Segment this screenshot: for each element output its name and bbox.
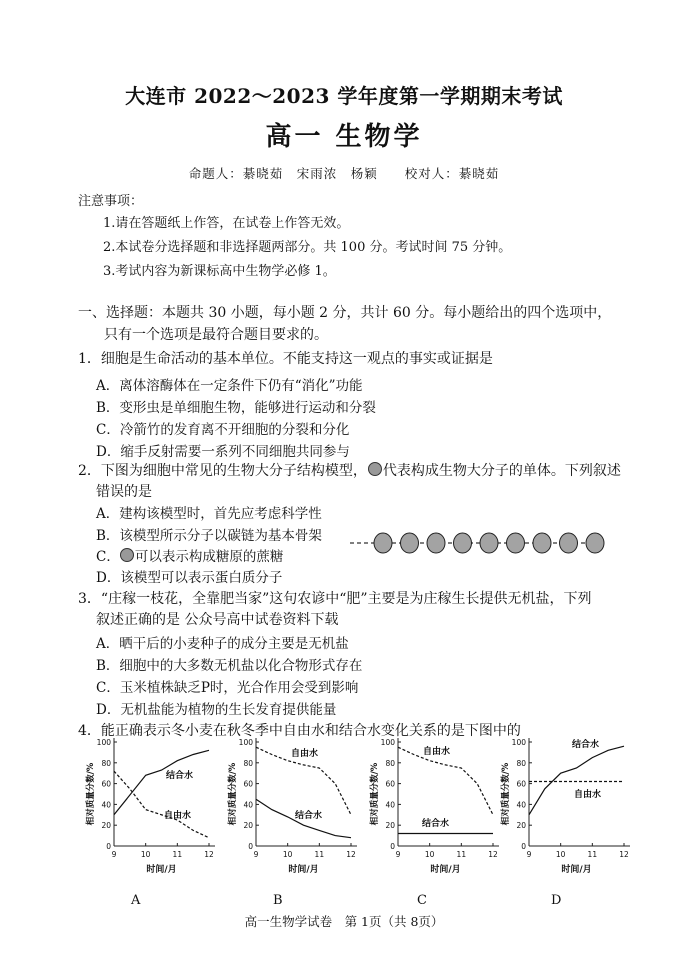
chart-label-b: B (273, 893, 283, 908)
x-tick-label: 9 (111, 850, 117, 859)
section-heading: 一、选择题：本题共 30 小题，每小题 2 分，共计 60 分。每小题给出的四个选项中， (78, 305, 612, 321)
series-label: 自由水 (423, 747, 451, 757)
q2-stem-line2: 错误的是 (96, 484, 152, 500)
x-tick-label: 11 (314, 850, 325, 859)
monomer-icon (120, 548, 134, 562)
y-tick-label: 40 (516, 800, 526, 810)
section-heading-cont: 只有一个选项是最符合题目要求的。 (104, 327, 328, 343)
series-label: 自由水 (574, 790, 602, 800)
monomer-bead (480, 533, 498, 553)
series-label: 自由水 (291, 749, 319, 759)
x-tick-label: 11 (456, 850, 467, 859)
chart-label-a: A (131, 893, 141, 908)
y-tick-label: 0 (390, 842, 395, 851)
exam-title: 大连市 2022～2023 学年度第一学期期末考试 (125, 84, 563, 108)
series-label: 结合水 (572, 740, 600, 750)
x-axis-label: 时间/月 (561, 865, 592, 875)
authors-line: 命题人：綦晓茹 宋雨浓 杨颖 校对人：綦晓茹 (188, 166, 500, 181)
x-axis-label: 时间/月 (146, 865, 177, 875)
series-line (398, 747, 493, 815)
q3-option-a: A．晒干后的小麦种子的成分主要是无机盐 (96, 636, 349, 652)
monomer-bead (454, 533, 472, 553)
q2-option-c-prefix: C． (96, 549, 120, 565)
q2-option-b: B．该模型所示分子以碳链为基本骨架 (96, 528, 322, 544)
series-line (529, 746, 624, 815)
series-line (114, 750, 209, 815)
x-tick-label: 10 (424, 850, 435, 859)
monomer-bead (586, 533, 604, 553)
x-tick-label: 9 (526, 850, 532, 859)
q2-option-c (96, 545, 283, 565)
chart-panel-c (369, 738, 499, 875)
page-footer: 高一生物学试卷 第 1页（共 8页） (244, 914, 444, 929)
y-tick-label: 80 (243, 758, 253, 768)
q3-option-d: D．无机盐能为植物的生长发育提供能量 (96, 702, 337, 718)
chart-label-c: C (417, 893, 427, 908)
y-tick-label: 40 (243, 800, 253, 810)
series-label: 自由水 (164, 811, 192, 821)
y-tick-label: 100 (380, 738, 395, 747)
q3-stem-line2: 叙述正确的是 公众号高中试卷资料下载 (96, 612, 339, 628)
x-tick-label: 10 (282, 850, 293, 859)
y-tick-label: 100 (511, 738, 526, 747)
x-axis-label: 时间/月 (430, 865, 461, 875)
question-4-stem: 4．能正确表示冬小麦在秋冬季中自由水和结合水变化关系的是下图中的 (78, 723, 521, 739)
y-tick-label: 60 (385, 779, 395, 789)
q1-option-d: D．缩手反射需要一系列不同细胞共同参与 (96, 444, 350, 460)
series-label: 结合水 (166, 771, 194, 781)
y-axis-label: 相对质量分数/% (86, 762, 96, 826)
y-axis-label: 相对质量分数/% (370, 762, 380, 826)
y-tick-label: 20 (101, 821, 111, 831)
monomer-bead (401, 533, 419, 553)
question-2-stem (78, 460, 621, 480)
series-label: 结合水 (422, 819, 450, 829)
x-tick-label: 10 (555, 850, 566, 859)
x-tick-label: 9 (253, 850, 259, 859)
question-1-stem: 1．细胞是生命活动的基本单位。不能支持这一观点的事实或证据是 (78, 351, 493, 367)
x-tick-label: 12 (346, 850, 356, 859)
chart-panel-b (227, 738, 357, 875)
series-line (114, 771, 209, 838)
y-tick-label: 20 (385, 821, 395, 831)
notice-item: 3.考试内容为新课标高中生物学必修 1。 (103, 264, 336, 279)
y-tick-label: 60 (516, 779, 526, 789)
x-tick-label: 10 (140, 850, 151, 859)
y-tick-label: 40 (385, 800, 395, 810)
chart-label-d: D (551, 893, 562, 908)
monomer-bead (427, 533, 445, 553)
y-tick-label: 40 (101, 800, 111, 810)
q2-option-a: A．建构该模型时，首先应考虑科学性 (96, 506, 322, 522)
y-tick-label: 100 (238, 738, 253, 747)
macromolecule-model-diagram (350, 530, 600, 556)
monomer-bead (374, 533, 392, 553)
x-tick-label: 12 (204, 850, 214, 859)
q1-option-b: B．变形虫是单细胞生物，能够进行运动和分裂 (96, 400, 376, 416)
q2-option-d: D．该模型可以表示蛋白质分子 (96, 570, 283, 586)
exam-subtitle: 高一 生物学 (265, 122, 423, 152)
water-content-charts (86, 730, 629, 880)
q2-option-c-text: 可以表示构成糖原的蔗糖 (134, 549, 284, 565)
monomer-bead (507, 533, 525, 553)
y-axis-label: 相对质量分数/% (228, 762, 238, 826)
y-tick-label: 60 (101, 779, 111, 789)
y-tick-label: 0 (521, 842, 526, 851)
monomer-bead (533, 533, 551, 553)
q3-option-b: B．细胞中的大多数无机盐以化合物形式存在 (96, 658, 363, 674)
y-tick-label: 60 (243, 779, 253, 789)
notice-item: 2.本试卷分选择题和非选择题两部分。共 100 分。考试时间 75 分钟。 (103, 240, 512, 255)
x-axis-label: 时间/月 (288, 865, 319, 875)
monomer-beads (374, 533, 604, 553)
monomer-bead (560, 533, 578, 553)
x-tick-label: 9 (395, 850, 401, 859)
y-tick-label: 100 (96, 738, 111, 747)
y-tick-label: 80 (385, 758, 395, 768)
q3-option-c: C．玉米植株缺乏P时，光合作用会受到影响 (96, 680, 359, 696)
y-tick-label: 0 (106, 842, 111, 851)
y-tick-label: 20 (516, 821, 526, 831)
x-tick-label: 12 (488, 850, 498, 859)
x-tick-label: 12 (619, 850, 629, 859)
monomer-icon (368, 462, 382, 476)
q2-stem-part1: 2．下图为细胞中常见的生物大分子结构模型， (78, 463, 367, 479)
y-tick-label: 20 (243, 821, 253, 831)
notice-heading: 注意事项： (78, 194, 144, 209)
x-tick-label: 11 (172, 850, 183, 859)
series-label: 结合水 (295, 811, 323, 821)
chart-panel-d (500, 738, 630, 875)
chart-panel-a (85, 738, 215, 875)
q1-option-a: A．离体溶酶体在一定条件下仍有“消化”功能 (96, 378, 363, 394)
y-axis-label: 相对质量分数/% (501, 762, 511, 826)
y-tick-label: 80 (101, 758, 111, 768)
q1-option-c: C．冷箭竹的发育离不开细胞的分裂和分化 (96, 422, 350, 438)
y-tick-label: 0 (248, 842, 253, 851)
x-tick-label: 11 (587, 850, 598, 859)
question-3-stem: 3．“庄稼一枝花，全靠肥当家”这句农谚中“肥”主要是为庄稼生长提供无机盐，下列 (78, 591, 592, 607)
q2-stem-part2: 代表构成生物大分子的单体。下列叙述 (382, 463, 621, 479)
notice-item: 1.请在答题纸上作答，在试卷上作答无效。 (103, 216, 350, 231)
y-tick-label: 80 (516, 758, 526, 768)
